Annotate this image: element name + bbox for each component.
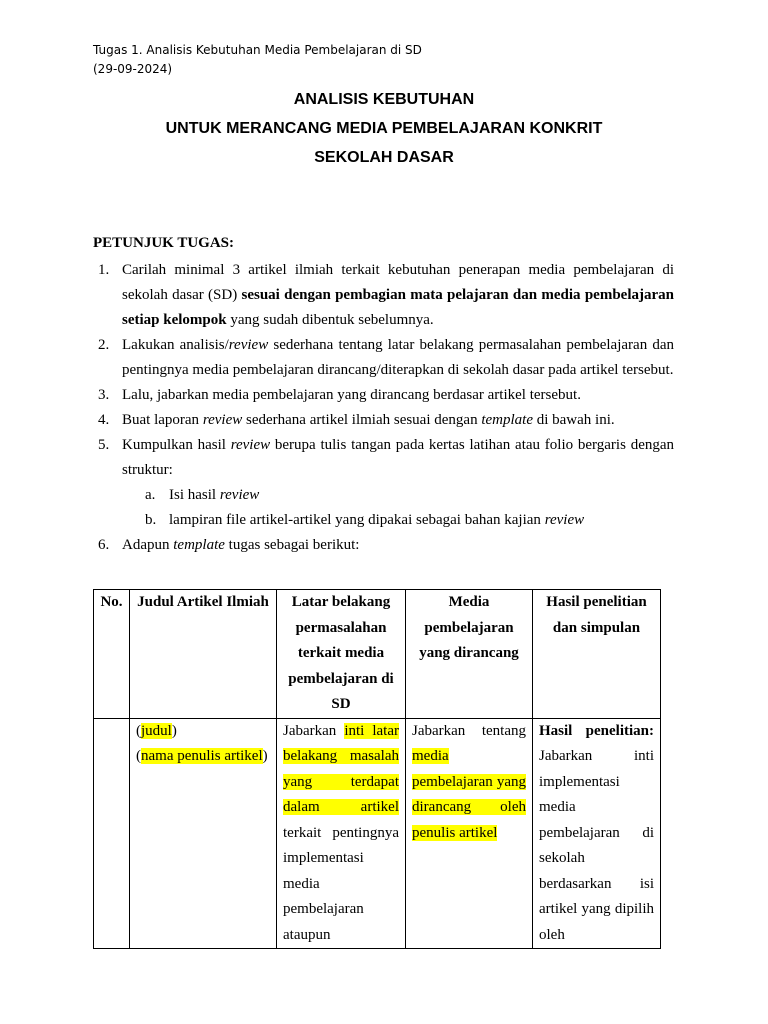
subitem-text: lampiran file artikel-artikel yang dipakai sebagai bahan kajian (169, 512, 545, 528)
cell-text: Jabarkan (283, 722, 345, 739)
header-no: No. (94, 590, 130, 719)
subitem-letter: a. (145, 487, 156, 503)
item-text: Carilah minimal 3 artikel ilmiah terkait kebutuhan penerapan media pembelajaran di sekolah dasar (SD) (122, 262, 674, 303)
item-text: Buat laporan (122, 412, 203, 428)
title-line-2: UNTUK MERANCANG MEDIA PEMBELAJARAN KONKRIT (165, 120, 603, 137)
item-number: 3. (98, 387, 110, 403)
item-italic-text: review (202, 412, 243, 428)
item-italic-text: review (228, 337, 269, 353)
item-text: Kumpulkan hasil (122, 437, 231, 453)
highlight-latar: inti latar belakang masalah yang terdapat dalam artikel (283, 722, 399, 815)
header-assignment-title: Tugas 1. Analisis Kebutuhan Media Pembelajaran di SD (93, 43, 422, 57)
header-judul-artikel: Judul Artikel Ilmiah (130, 590, 277, 719)
item-number: 4. (98, 412, 110, 428)
title-line-1: ANALISIS KEBUTUHAN (293, 91, 475, 108)
table-header-row (94, 590, 661, 719)
paren: ( (136, 722, 141, 739)
highlight-judul: judul (141, 722, 172, 739)
item-number: 6. (98, 537, 110, 553)
item-number: 5. (98, 437, 110, 453)
subitem-text: Isi hasil (169, 487, 220, 503)
highlight-penulis: nama penulis artikel (141, 748, 263, 764)
highlight-media: media pembelajaran yang dirancang oleh penulis artikel (412, 748, 526, 841)
item-text: sederhana artikel ilmiah sesuai dengan (242, 412, 482, 428)
instruction-item-5 (93, 433, 674, 483)
header-date: (29-09-2024) (93, 62, 173, 76)
cell-text: Jabarkan tentang (412, 722, 526, 739)
subitem-letter: b. (145, 512, 157, 528)
paren: ) (262, 748, 268, 764)
penulis-placeholder (136, 744, 270, 770)
subitem-italic-text: review (544, 512, 585, 528)
header-hasil-penelitian: Hasil penelitian dan simpulan (533, 590, 661, 719)
item-italic-text: review (230, 437, 271, 453)
item-text: berupa tulis tangan pada kertas latihan atau folio bergaris dengan struktur: (122, 437, 675, 478)
cell-text: Jabarkan inti implementasi media pembelajaran di sekolah berdasarkan isi artikel yang dipilih oleh (539, 748, 654, 943)
item-text: yang sudah dibentuk sebelumnya. (226, 312, 434, 328)
item-text: sederhana tentang latar belakang permasalahan pembelajaran dan pentingnya media pembelajaran dirancang/diterapkan di sekolah dasar pada artikel tersebut. (122, 337, 674, 378)
cell-judul (130, 718, 277, 949)
cell-bold-text: Hasil penelitian: (539, 722, 654, 739)
subitem-italic-text: review (219, 487, 260, 503)
item-text: Lalu, jabarkan media pembelajaran yang dirancang berdasar artikel tersebut. (122, 387, 581, 403)
item-text: Adapun (122, 537, 174, 553)
item-number: 2. (98, 337, 110, 353)
instructions-heading: PETUNJUK TUGAS: (93, 235, 234, 251)
cell-text: terkait pentingnya implementasi media pembelajaran ataupun (283, 824, 399, 943)
document-header (93, 41, 422, 79)
paren: ) (171, 722, 177, 739)
instruction-item-2 (93, 333, 674, 383)
table-row (94, 718, 661, 949)
title-line-3: SEKOLAH DASAR (314, 149, 454, 166)
item-text: di bawah ini. (532, 412, 615, 428)
item-bold-text: sesuai dengan pembagian mata pelajaran dan media pembelajaran setiap kelompok (122, 287, 674, 328)
cell-hasil (533, 718, 661, 949)
instructions-list (93, 258, 674, 558)
header-media-pembelajaran: Media pembelajaran yang dirancang (406, 590, 533, 719)
instruction-item-1 (93, 258, 674, 333)
document-title (0, 85, 768, 172)
item-text: tugas sebagai berikut: (224, 537, 360, 553)
paren: ( (136, 748, 141, 764)
cell-no (94, 718, 130, 949)
judul-placeholder (136, 719, 270, 745)
instruction-item-3 (93, 383, 674, 408)
header-latar-belakang: Latar belakang permasalahan terkait media pembelajaran di SD (277, 590, 406, 719)
item-italic-text: template (481, 412, 533, 428)
cell-media (406, 718, 533, 949)
instruction-subitem-a (93, 483, 674, 508)
cell-latar (277, 718, 406, 949)
instruction-item-4 (93, 408, 674, 433)
template-table (93, 589, 661, 949)
item-number: 1. (98, 262, 110, 278)
item-italic-text: template (173, 537, 225, 553)
instruction-item-6 (93, 533, 674, 558)
item-text: Lakukan analisis/ (122, 337, 229, 353)
instruction-subitem-b (93, 508, 674, 533)
